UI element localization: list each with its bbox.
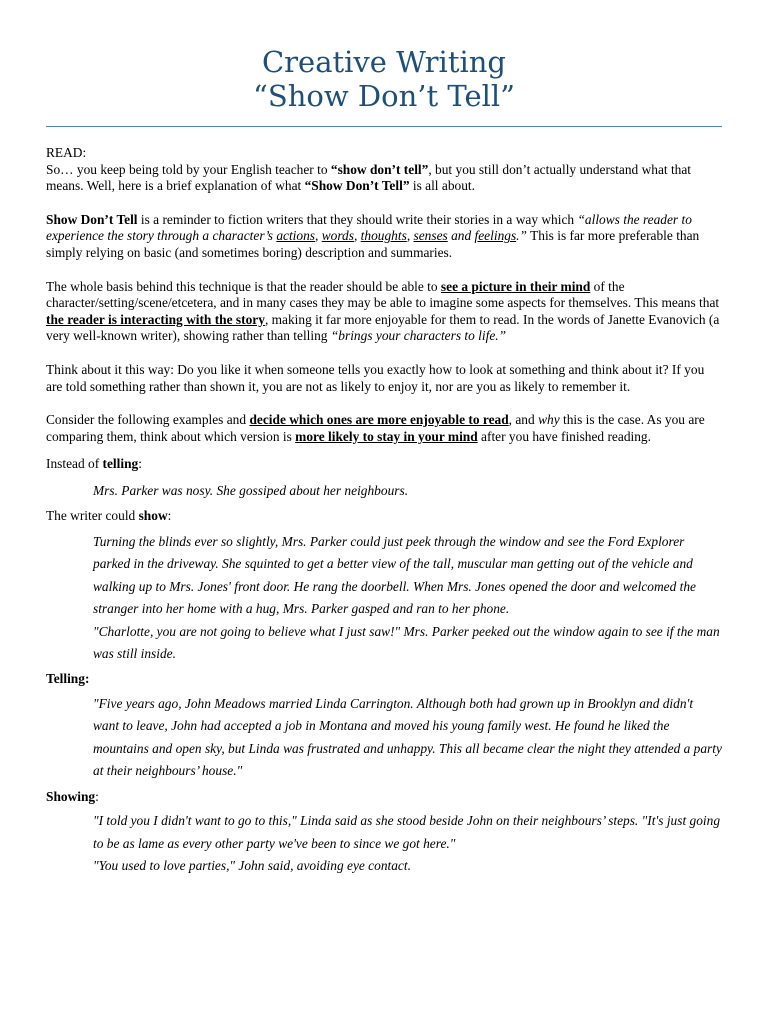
telling-label [46, 671, 722, 688]
consider-emphasis-1: decide which ones are more enjoyable to read [249, 412, 509, 428]
quote-part-1: “allows the reader to experience the story through a character’s [46, 211, 692, 244]
definition-text [46, 212, 722, 262]
instead-text-1: Instead of [46, 456, 103, 472]
showing-colon: : [95, 788, 99, 804]
title-divider [46, 126, 722, 127]
example-meadows-tell: "Five years ago, John Meadows married Linda Carrington. Although both had grown up in Brooklyn and didn't want to leave, John had accepted a job in Montana and moved his young family west. He found he liked the mountains and open sky, but Linda was frustrated and unhappy. This all became clear the night they attended a party at their neighbours’ house." [93, 695, 722, 779]
consider-text-2: , and [508, 412, 539, 428]
think-text: Think about it this way: Do you like it when someone tells you exactly how to look at something and think about it? If you are told something rather than shown it, you are not as likely to enjoy it, nor are you as likely to remember it. [46, 361, 705, 394]
instead-bold: telling [102, 456, 139, 472]
instead-of-telling-label [46, 456, 722, 473]
underline-feelings: feelings [474, 228, 517, 244]
consider-text-3: this is the case. As you are comparing them, think about which version is [46, 412, 705, 444]
example-parker-para-2: "Charlotte, you are not going to believe what I just saw!" Mrs. Parker peeked out the window again to see if the man was still inside. [93, 623, 720, 661]
could-colon: : [167, 508, 172, 524]
comma-1: , [315, 228, 322, 244]
comma-3: , [406, 228, 414, 244]
could-text-1: The writer could [46, 508, 139, 524]
showing-label [46, 789, 722, 806]
title-line-2: “Show Don’t Tell” [253, 79, 515, 113]
read-bold-2: “Show Don’t Tell” [304, 178, 410, 194]
example-linda-show [46, 810, 722, 877]
basis-paragraph [46, 279, 722, 345]
consider-text-1: Consider the following examples and [46, 412, 250, 428]
basis-text-3: , making it far more enjoyable for them to read. In the words of Janette Evanovich (a very well-known writer), showing rather than telling [46, 311, 720, 344]
basis-quote: “brings your characters to life.” [330, 328, 507, 344]
basis-text-1: The whole basis behind this technique is that the reader should be able to [46, 278, 441, 294]
comma-2: , [353, 228, 361, 244]
definition-text-1: is a reminder to fiction writers that they should write their stories in a way which [137, 211, 578, 227]
consider-text-4: after you have finished reading. [477, 428, 651, 444]
example-parker-para-1: Turning the blinds ever so slightly, Mrs. Parker could just peek through the window and see the Ford Explorer parked in the driveway. She squinted to get a better view of the tall, muscular man getting out of the vehicle and walking up to Mrs. Jones' front door. He rang the doorbell. When Mrs. Jones opened the door and welcomed the stranger into her home with a hug, Mrs. Parker gasped and ran to her phone. [93, 533, 697, 617]
basis-emphasis-2: the reader is interacting with the story [46, 311, 265, 327]
read-label: READ: [46, 145, 87, 160]
example-linda-para-2: "You used to love parties," John said, avoiding eye contact. [93, 857, 411, 873]
read-text [46, 162, 722, 195]
basis-text [46, 279, 722, 345]
read-text-2: , but you still don’t actually understand what that means. Well, here is a brief explanation of what [46, 161, 692, 194]
underline-words: words [321, 228, 354, 244]
example-parker-show [46, 531, 722, 665]
definition-term: Show Don’t Tell [46, 211, 138, 227]
title-line-1: Creative Writing [261, 45, 506, 79]
example-nosy: Mrs. Parker was nosy. She gossiped about her neighbours. [93, 482, 409, 498]
basis-emphasis-1: see a picture in their mind [440, 278, 591, 294]
read-paragraph [46, 145, 722, 195]
document-title [46, 0, 722, 113]
consider-paragraph [46, 412, 722, 445]
read-text-1: So… you keep being told by your English teacher to [46, 161, 331, 177]
consider-text [46, 412, 722, 445]
example-linda-para-1: "I told you I didn't want to go to this," Linda said as she stood beside John on their neighbours’ steps. "It's just going to be as lame as every other party we've been to since we got here." [93, 813, 721, 851]
definition-text-2: This is far more preferable than simply relying on basic (and sometimes boring) description and summaries. [46, 228, 700, 260]
underline-actions: actions [276, 228, 316, 244]
showing-bold: Showing [46, 788, 96, 804]
instead-colon: : [138, 456, 142, 472]
and-word: and [447, 228, 475, 244]
think-paragraph [46, 362, 722, 395]
read-bold-1: “show don’t tell” [330, 161, 429, 177]
writer-could-show-label [46, 508, 722, 525]
could-bold: show [138, 508, 168, 524]
telling-bold: Telling: [46, 671, 90, 687]
underline-thoughts: thoughts [360, 228, 407, 244]
basis-text-2: of the character/setting/scene/etcetera, and in many cases they may be able to imagine some aspects for themselves. This means that [46, 278, 720, 311]
quote-end: .” [516, 228, 527, 244]
consider-emphasis-2: more likely to stay in your mind [295, 428, 478, 444]
definition-paragraph [46, 212, 722, 262]
read-text-3: is all about. [409, 178, 475, 194]
consider-why: why [538, 412, 560, 428]
underline-senses: senses [413, 228, 448, 244]
